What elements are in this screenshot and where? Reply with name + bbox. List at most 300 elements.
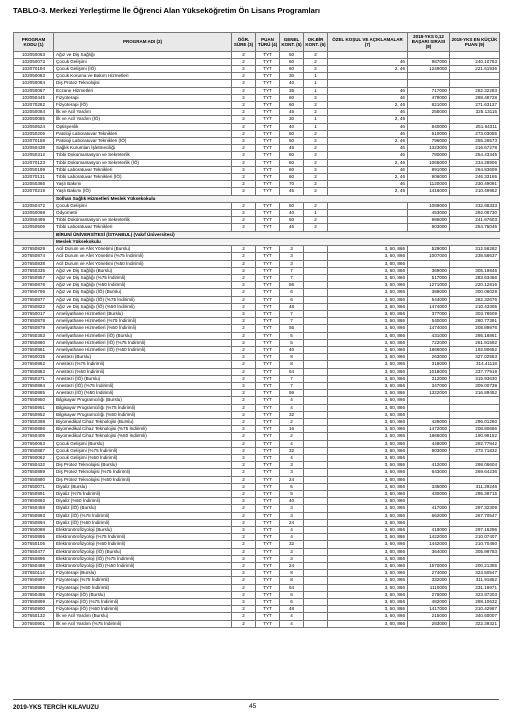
cell-col6 xyxy=(304,505,328,512)
cell-col8 xyxy=(408,73,450,80)
cell-col4: TYT xyxy=(256,527,280,534)
cell-col3: 2 xyxy=(232,346,256,353)
table-row xyxy=(14,145,500,152)
cell-col1: 102070123 xyxy=(14,159,54,166)
cell-col8: 840000 xyxy=(408,123,450,130)
cell-col3: 2 xyxy=(232,109,256,116)
cell-col7: 3, 60, 866 xyxy=(328,339,408,346)
cell-col7: 3, 60, 866 xyxy=(328,310,408,317)
cell-col6 xyxy=(304,274,328,281)
cell-col3: 2 xyxy=(232,123,256,130)
cell-col3: 2 xyxy=(232,548,256,555)
header-general-quota: GENEL KONT. (5) xyxy=(280,33,304,52)
cell-col8 xyxy=(408,454,450,461)
cell-col3: 2 xyxy=(232,152,256,159)
cell-col4: TYT xyxy=(256,440,280,447)
table-row xyxy=(14,116,500,123)
cell-col2: Yaşlı Bakımı xyxy=(54,181,232,188)
cell-col5: 3 xyxy=(280,555,304,562)
cell-col7: 2, 46 xyxy=(328,188,408,195)
cell-col1: 102050083 xyxy=(14,73,54,80)
cell-col3: 2 xyxy=(232,491,256,498)
cell-col9: 232.68333 xyxy=(450,202,500,209)
cell-col8: 276000 xyxy=(408,591,450,598)
cell-col1: 207650795 xyxy=(14,289,54,296)
cell-col1: 207650891 xyxy=(14,491,54,498)
cell-col4: TYT xyxy=(256,51,280,58)
cell-col8 xyxy=(408,116,450,123)
cell-col5: 60 xyxy=(280,174,304,181)
cell-col6 xyxy=(304,382,328,389)
table-row xyxy=(14,361,500,368)
cell-col5: 30 xyxy=(280,116,304,123)
cell-col1: 207650885 xyxy=(14,390,54,397)
cell-col5: 8 xyxy=(280,577,304,584)
cell-col3: 2 xyxy=(232,181,256,188)
cell-col6 xyxy=(304,570,328,577)
cell-col8: 529000 xyxy=(408,246,450,253)
cell-col1: 207650876 xyxy=(14,282,54,289)
cell-col9 xyxy=(450,397,500,404)
cell-col7: 2, 46 xyxy=(328,66,408,73)
cell-col5: 2 xyxy=(280,418,304,425)
cell-col2: Diyaliz (%50 İndirimli) xyxy=(54,498,232,505)
cell-col1: 207650898 xyxy=(14,584,54,591)
table-row xyxy=(14,282,500,289)
cell-col8: 347000 xyxy=(408,382,450,389)
cell-col8: 417000 xyxy=(408,505,450,512)
cell-col3: 2 xyxy=(232,584,256,591)
cell-col4: TYT xyxy=(256,339,280,346)
cell-col6 xyxy=(304,390,328,397)
cell-col4: TYT xyxy=(256,282,280,289)
header-school-quota: OK.BİR KONT. (6) xyxy=(304,33,328,52)
cell-col5: 50 xyxy=(280,202,304,209)
table-row xyxy=(14,166,500,173)
cell-col7: 3, 60, 866 xyxy=(328,613,408,620)
cell-col5: 6 xyxy=(280,591,304,598)
cell-col5: 7 xyxy=(280,267,304,274)
cell-col6: 2 xyxy=(304,224,328,231)
cell-col4: TYT xyxy=(256,599,280,606)
cell-col4: TYT xyxy=(256,174,280,181)
table-row xyxy=(14,462,500,469)
programs-table xyxy=(13,32,500,628)
table-row xyxy=(14,599,500,606)
cell-col9: 314.41118 xyxy=(450,361,500,368)
cell-col2: Fizyoterapi (İÖ) (%50 İndirimli) xyxy=(54,606,232,613)
cell-col7: 3, 60, 866 xyxy=(328,282,408,289)
table-row xyxy=(14,123,500,130)
cell-col3: 2 xyxy=(232,282,256,289)
cell-col7: 3, 60, 866 xyxy=(328,491,408,498)
cell-col3: 2 xyxy=(232,339,256,346)
cell-col8: 377000 xyxy=(408,310,450,317)
table-row xyxy=(14,512,500,519)
cell-col3: 2 xyxy=(232,58,256,65)
cell-col3: 2 xyxy=(232,462,256,469)
cell-col6: 2 xyxy=(304,66,328,73)
cell-col4: TYT xyxy=(256,620,280,627)
cell-col7: 3, 60, 866 xyxy=(328,426,408,433)
table-row xyxy=(14,310,500,317)
cell-col7: 3, 60, 866 xyxy=(328,462,408,469)
cell-col2: Elektronörofizyoloji (%50 İndirimli) xyxy=(54,541,232,548)
cell-col7: 3, 60, 866 xyxy=(328,390,408,397)
cell-col4: TYT xyxy=(256,267,280,274)
table-row xyxy=(14,217,500,224)
cell-col9: 311.29246 xyxy=(450,483,500,490)
cell-col5: 3 xyxy=(280,246,304,253)
cell-col5: 8 xyxy=(280,354,304,361)
cell-col8: 1570000 xyxy=(408,563,450,570)
cell-col3: 2 xyxy=(232,246,256,253)
cell-col6 xyxy=(304,339,328,346)
cell-col2: Çocuk Gelişimi (%75 İndirimli) xyxy=(54,447,232,454)
cell-col7 xyxy=(328,202,408,209)
cell-col5: 50 xyxy=(280,51,304,58)
cell-col5: 4 xyxy=(280,454,304,461)
cell-col4: TYT xyxy=(256,123,280,130)
cell-col2: Diş Protez Teknolojisi (%50 İndirimli) xyxy=(54,476,232,483)
section-title: Meslek Yüksekokulu xyxy=(54,238,500,245)
cell-col2: Fizyoterapi (%50 İndirimli) xyxy=(54,584,232,591)
cell-col7: 3, 60, 866 xyxy=(328,404,408,411)
cell-col7: 3, 60, 866 xyxy=(328,454,408,461)
cell-col6 xyxy=(304,246,328,253)
cell-col4: TYT xyxy=(256,584,280,591)
cell-col5: 56 xyxy=(280,325,304,332)
cell-col3: 2 xyxy=(232,210,256,217)
cell-col3: 2 xyxy=(232,102,256,109)
cell-col8: 796000 xyxy=(408,138,450,145)
cell-col2: Acil Durum ve Afet Yönetimi (%75 İndirimli) xyxy=(54,253,232,260)
cell-col6: 1 xyxy=(304,73,328,80)
cell-col6: 1 xyxy=(304,210,328,217)
cell-col8 xyxy=(408,476,450,483)
cell-col5: 7 xyxy=(280,310,304,317)
cell-col7: 3, 60, 866 xyxy=(328,483,408,490)
cell-col7: 2, 46 xyxy=(328,102,408,109)
cell-col6 xyxy=(304,606,328,613)
cell-col3: 2 xyxy=(232,361,256,368)
cell-col6: 2 xyxy=(304,181,328,188)
cell-col8: 544000 xyxy=(408,296,450,303)
cell-col9: 262.32283 xyxy=(450,87,500,94)
cell-col8: 1866000 xyxy=(408,346,450,353)
cell-col5: 7 xyxy=(280,274,304,281)
cell-col8: 426000 xyxy=(408,418,450,425)
cell-col2: Diş Protez Teknolojisi (Burslu) xyxy=(54,462,232,469)
cell-col3: 2 xyxy=(232,447,256,454)
cell-col4: TYT xyxy=(256,426,280,433)
cell-col8: 431000 xyxy=(408,332,450,339)
cell-col7: 2, 46 xyxy=(328,159,408,166)
cell-col4: TYT xyxy=(256,138,280,145)
cell-col5: 3 xyxy=(280,505,304,512)
cell-col7 xyxy=(328,51,408,58)
cell-col6 xyxy=(304,397,328,404)
cell-col3: 2 xyxy=(232,404,256,411)
cell-col6 xyxy=(304,296,328,303)
cell-col4: TYT xyxy=(256,80,280,87)
cell-col1: 102050312 xyxy=(14,152,54,159)
cell-col2: Optisyenlik xyxy=(54,123,232,130)
cell-col1: 207650886 xyxy=(14,426,54,433)
cell-col8: 987000 xyxy=(408,58,450,65)
table-row xyxy=(14,289,500,296)
cell-col3: 2 xyxy=(232,80,256,87)
cell-col7: 46 xyxy=(328,152,408,159)
cell-col7: 46 xyxy=(328,123,408,130)
cell-col9: 192.80652 xyxy=(450,346,500,353)
cell-col7: 3, 60, 866 xyxy=(328,555,408,562)
cell-col2: Diş Protez Teknolojisi xyxy=(54,80,232,87)
cell-col6 xyxy=(304,310,328,317)
cell-col5: 56 xyxy=(280,282,304,289)
cell-col1: 207650035 xyxy=(14,354,54,361)
cell-col2: Tıbbi Dokümantasyon ve Sekreterlik xyxy=(54,217,232,224)
cell-col6 xyxy=(304,368,328,375)
cell-col6 xyxy=(304,541,328,548)
cell-col9: 324.50547 xyxy=(450,570,500,577)
cell-col3: 2 xyxy=(232,469,256,476)
section-row-biruni xyxy=(14,231,500,238)
header-special-conditions: ÖZEL KOŞUL VE AÇIKLAMALAR (7) xyxy=(328,33,408,52)
cell-col2: Tıbbi Laboratuvar Teknikleri xyxy=(54,166,232,173)
cell-col7 xyxy=(328,217,408,224)
cell-col5: 5 xyxy=(280,491,304,498)
table-row xyxy=(14,570,500,577)
cell-col5: 7 xyxy=(280,375,304,382)
cell-col7: 3, 60, 866 xyxy=(328,570,408,577)
cell-col2: İlk ve Acil Yardım xyxy=(54,109,232,116)
cell-col8: 1422000 xyxy=(408,534,450,541)
cell-col8: 1416000 xyxy=(408,188,450,195)
cell-col1: 102070282 xyxy=(14,102,54,109)
cell-col3: 2 xyxy=(232,289,256,296)
cell-col4: TYT xyxy=(256,577,280,584)
cell-col5: 24 xyxy=(280,476,304,483)
cell-col6: 2 xyxy=(304,94,328,101)
cell-col6 xyxy=(304,253,328,260)
cell-col3: 2 xyxy=(232,418,256,425)
cell-col2: Elektronörofizyoloji (İÖ) (Burslu) xyxy=(54,548,232,555)
cell-col4: TYT xyxy=(256,433,280,440)
cell-col9: 295.39715 xyxy=(450,491,500,498)
cell-col3: 2 xyxy=(232,73,256,80)
cell-col9: 255.26573 xyxy=(450,138,500,145)
cell-col8: 821000 xyxy=(408,102,450,109)
table-row xyxy=(14,433,500,440)
cell-col9: 216.89452 xyxy=(450,390,500,397)
table-row xyxy=(14,73,500,80)
cell-col6 xyxy=(304,555,328,562)
cell-col4: TYT xyxy=(256,397,280,404)
table-row xyxy=(14,159,500,166)
cell-col4: TYT xyxy=(256,541,280,548)
cell-col9: 231.18971 xyxy=(450,584,500,591)
table-title: TABLO-3. Merkezi Yerleştirme İle Öğrenci Alan Yükseköğretim Ön Lisans Programları xyxy=(13,6,320,15)
section-row-myo xyxy=(14,238,500,245)
cell-col9: 254.75045 xyxy=(450,224,500,231)
cell-col9: 264.83609 xyxy=(450,166,500,173)
cell-col4: TYT xyxy=(256,346,280,353)
cell-col5: 4 xyxy=(280,534,304,541)
cell-col4: TYT xyxy=(256,483,280,490)
cell-col9 xyxy=(450,73,500,80)
cell-col9: 254.43345 xyxy=(450,152,500,159)
cell-col2: Ameliyathane Hizmetleri (%50 İndirimli) xyxy=(54,325,232,332)
cell-col7: 3, 60, 866 xyxy=(328,260,408,267)
cell-col2: Anestezi (İÖ) (Burslu) xyxy=(54,375,232,382)
cell-col2: Anestezi (İÖ) (%75 İndirimli) xyxy=(54,382,232,389)
cell-col1: 102050063 xyxy=(14,51,54,58)
cell-col8 xyxy=(408,260,450,267)
cell-col6 xyxy=(304,512,328,519)
cell-col5: 30 xyxy=(280,73,304,80)
cell-col1: 207650053 xyxy=(14,440,54,447)
cell-col2: Ameliyathane Hizmetleri (Burslu) xyxy=(54,310,232,317)
cell-col5: 32 xyxy=(280,411,304,418)
cell-col2: Elektronörofizyoloji (%75 İndirimli) xyxy=(54,534,232,541)
cell-col7: 46 xyxy=(328,166,408,173)
cell-col1: 207650371 xyxy=(14,375,54,382)
cell-col3: 2 xyxy=(232,570,256,577)
cell-col3: 2 xyxy=(232,217,256,224)
cell-col4: TYT xyxy=(256,274,280,281)
cell-col4: TYT xyxy=(256,382,280,389)
cell-col2: Ağız ve Diş Sağlığı (Burslu) xyxy=(54,267,232,274)
table-row xyxy=(14,476,500,483)
cell-col7: 2, 46 xyxy=(328,174,408,181)
cell-col3: 2 xyxy=(232,426,256,433)
table-row xyxy=(14,577,500,584)
cell-col4: TYT xyxy=(256,210,280,217)
cell-col5: 6 xyxy=(280,289,304,296)
cell-col2: Fizyoterapi (İÖ) (%75 İndirimli) xyxy=(54,599,232,606)
cell-col8: 335000 xyxy=(408,483,450,490)
cell-col3: 2 xyxy=(232,577,256,584)
cell-col7: 3, 60, 866 xyxy=(328,620,408,627)
cell-col6: 1 xyxy=(304,87,328,94)
table-row xyxy=(14,368,500,375)
table-row xyxy=(14,253,500,260)
cell-col3: 2 xyxy=(232,188,256,195)
cell-col3: 2 xyxy=(232,382,256,389)
cell-col4: TYT xyxy=(256,94,280,101)
cell-col2: Ameliyathane Hizmetleri (İÖ) (%50 İndirimli) xyxy=(54,346,232,353)
cell-col6 xyxy=(304,303,328,310)
table-row xyxy=(14,246,500,253)
section-spacer xyxy=(14,231,54,238)
cell-col9 xyxy=(450,411,500,418)
cell-col8: 369000 xyxy=(408,267,450,274)
cell-col3: 2 xyxy=(232,87,256,94)
cell-col8 xyxy=(408,498,450,505)
cell-col5: 24 xyxy=(280,563,304,570)
header-min-score: 2018-YKS EN KÜÇÜK PUAN (9) xyxy=(450,33,500,52)
cell-col4: TYT xyxy=(256,73,280,80)
cell-col8: 453000 xyxy=(408,210,450,217)
table-row xyxy=(14,346,500,353)
cell-col6 xyxy=(304,599,328,606)
cell-col3: 2 xyxy=(232,303,256,310)
cell-col6 xyxy=(304,375,328,382)
table-row xyxy=(14,620,500,627)
cell-col8 xyxy=(408,397,450,404)
cell-col8: 482000 xyxy=(408,599,450,606)
cell-col5: 3 xyxy=(280,512,304,519)
header-program-code: PROGRAM KODU (1) xyxy=(14,33,54,52)
cell-col4: TYT xyxy=(256,512,280,519)
cell-col5: 45 xyxy=(280,224,304,231)
cell-col1: 207650495 xyxy=(14,591,54,598)
cell-col6: 2 xyxy=(304,152,328,159)
table-row xyxy=(14,174,500,181)
cell-col5: 45 xyxy=(280,188,304,195)
cell-col9: 267.70547 xyxy=(450,512,500,519)
table-row xyxy=(14,138,500,145)
cell-col4: TYT xyxy=(256,87,280,94)
cell-col9: 323.97303 xyxy=(450,591,500,598)
cell-col7: 46 xyxy=(328,94,408,101)
cell-col1: 207650398 xyxy=(14,418,54,425)
cell-col7: 3, 60, 866 xyxy=(328,274,408,281)
cell-col8 xyxy=(408,404,450,411)
cell-col3: 2 xyxy=(232,390,256,397)
cell-col5: 4 xyxy=(280,404,304,411)
cell-col9 xyxy=(450,80,500,87)
cell-col3: 2 xyxy=(232,159,256,166)
cell-col1: 207650879 xyxy=(14,325,54,332)
cell-col4: TYT xyxy=(256,555,280,562)
cell-col6 xyxy=(304,519,328,526)
cell-col7: 3, 60, 866 xyxy=(328,599,408,606)
cell-col1: 207650899 xyxy=(14,599,54,606)
cell-col5: 3 xyxy=(280,253,304,260)
cell-col4: TYT xyxy=(256,519,280,526)
cell-col1: 207650950 xyxy=(14,397,54,404)
cell-col9: 241.67603 xyxy=(450,217,500,224)
cell-col4: TYT xyxy=(256,145,280,152)
table-row xyxy=(14,354,500,361)
cell-col5: 3 xyxy=(280,462,304,469)
cell-col5: 60 xyxy=(280,159,304,166)
cell-col4: TYT xyxy=(256,130,280,137)
cell-col3: 2 xyxy=(232,116,256,123)
cell-col4: TYT xyxy=(256,332,280,339)
cell-col9: 340.60007 xyxy=(450,613,500,620)
cell-col9 xyxy=(450,454,500,461)
cell-col9 xyxy=(450,116,500,123)
cell-col8: 1474000 xyxy=(408,325,450,332)
cell-col8: 364000 xyxy=(408,548,450,555)
cell-col1: 102050366 xyxy=(14,181,54,188)
table-row xyxy=(14,102,500,109)
cell-col6: 2 xyxy=(304,102,328,109)
cell-col5: 60 xyxy=(280,102,304,109)
cell-col9: 210.43305 xyxy=(450,303,500,310)
cell-col4: TYT xyxy=(256,368,280,375)
cell-col5: 6 xyxy=(280,599,304,606)
header-duration: ÖĞR. SÜRE (3) xyxy=(232,33,256,52)
cell-col1: 207650890 xyxy=(14,476,54,483)
cell-col5: 45 xyxy=(280,109,304,116)
cell-col9: 271.63137 xyxy=(450,102,500,109)
cell-col2: Çocuk Gelişimi (İÖ) xyxy=(54,66,232,73)
section-spacer xyxy=(14,195,54,202)
